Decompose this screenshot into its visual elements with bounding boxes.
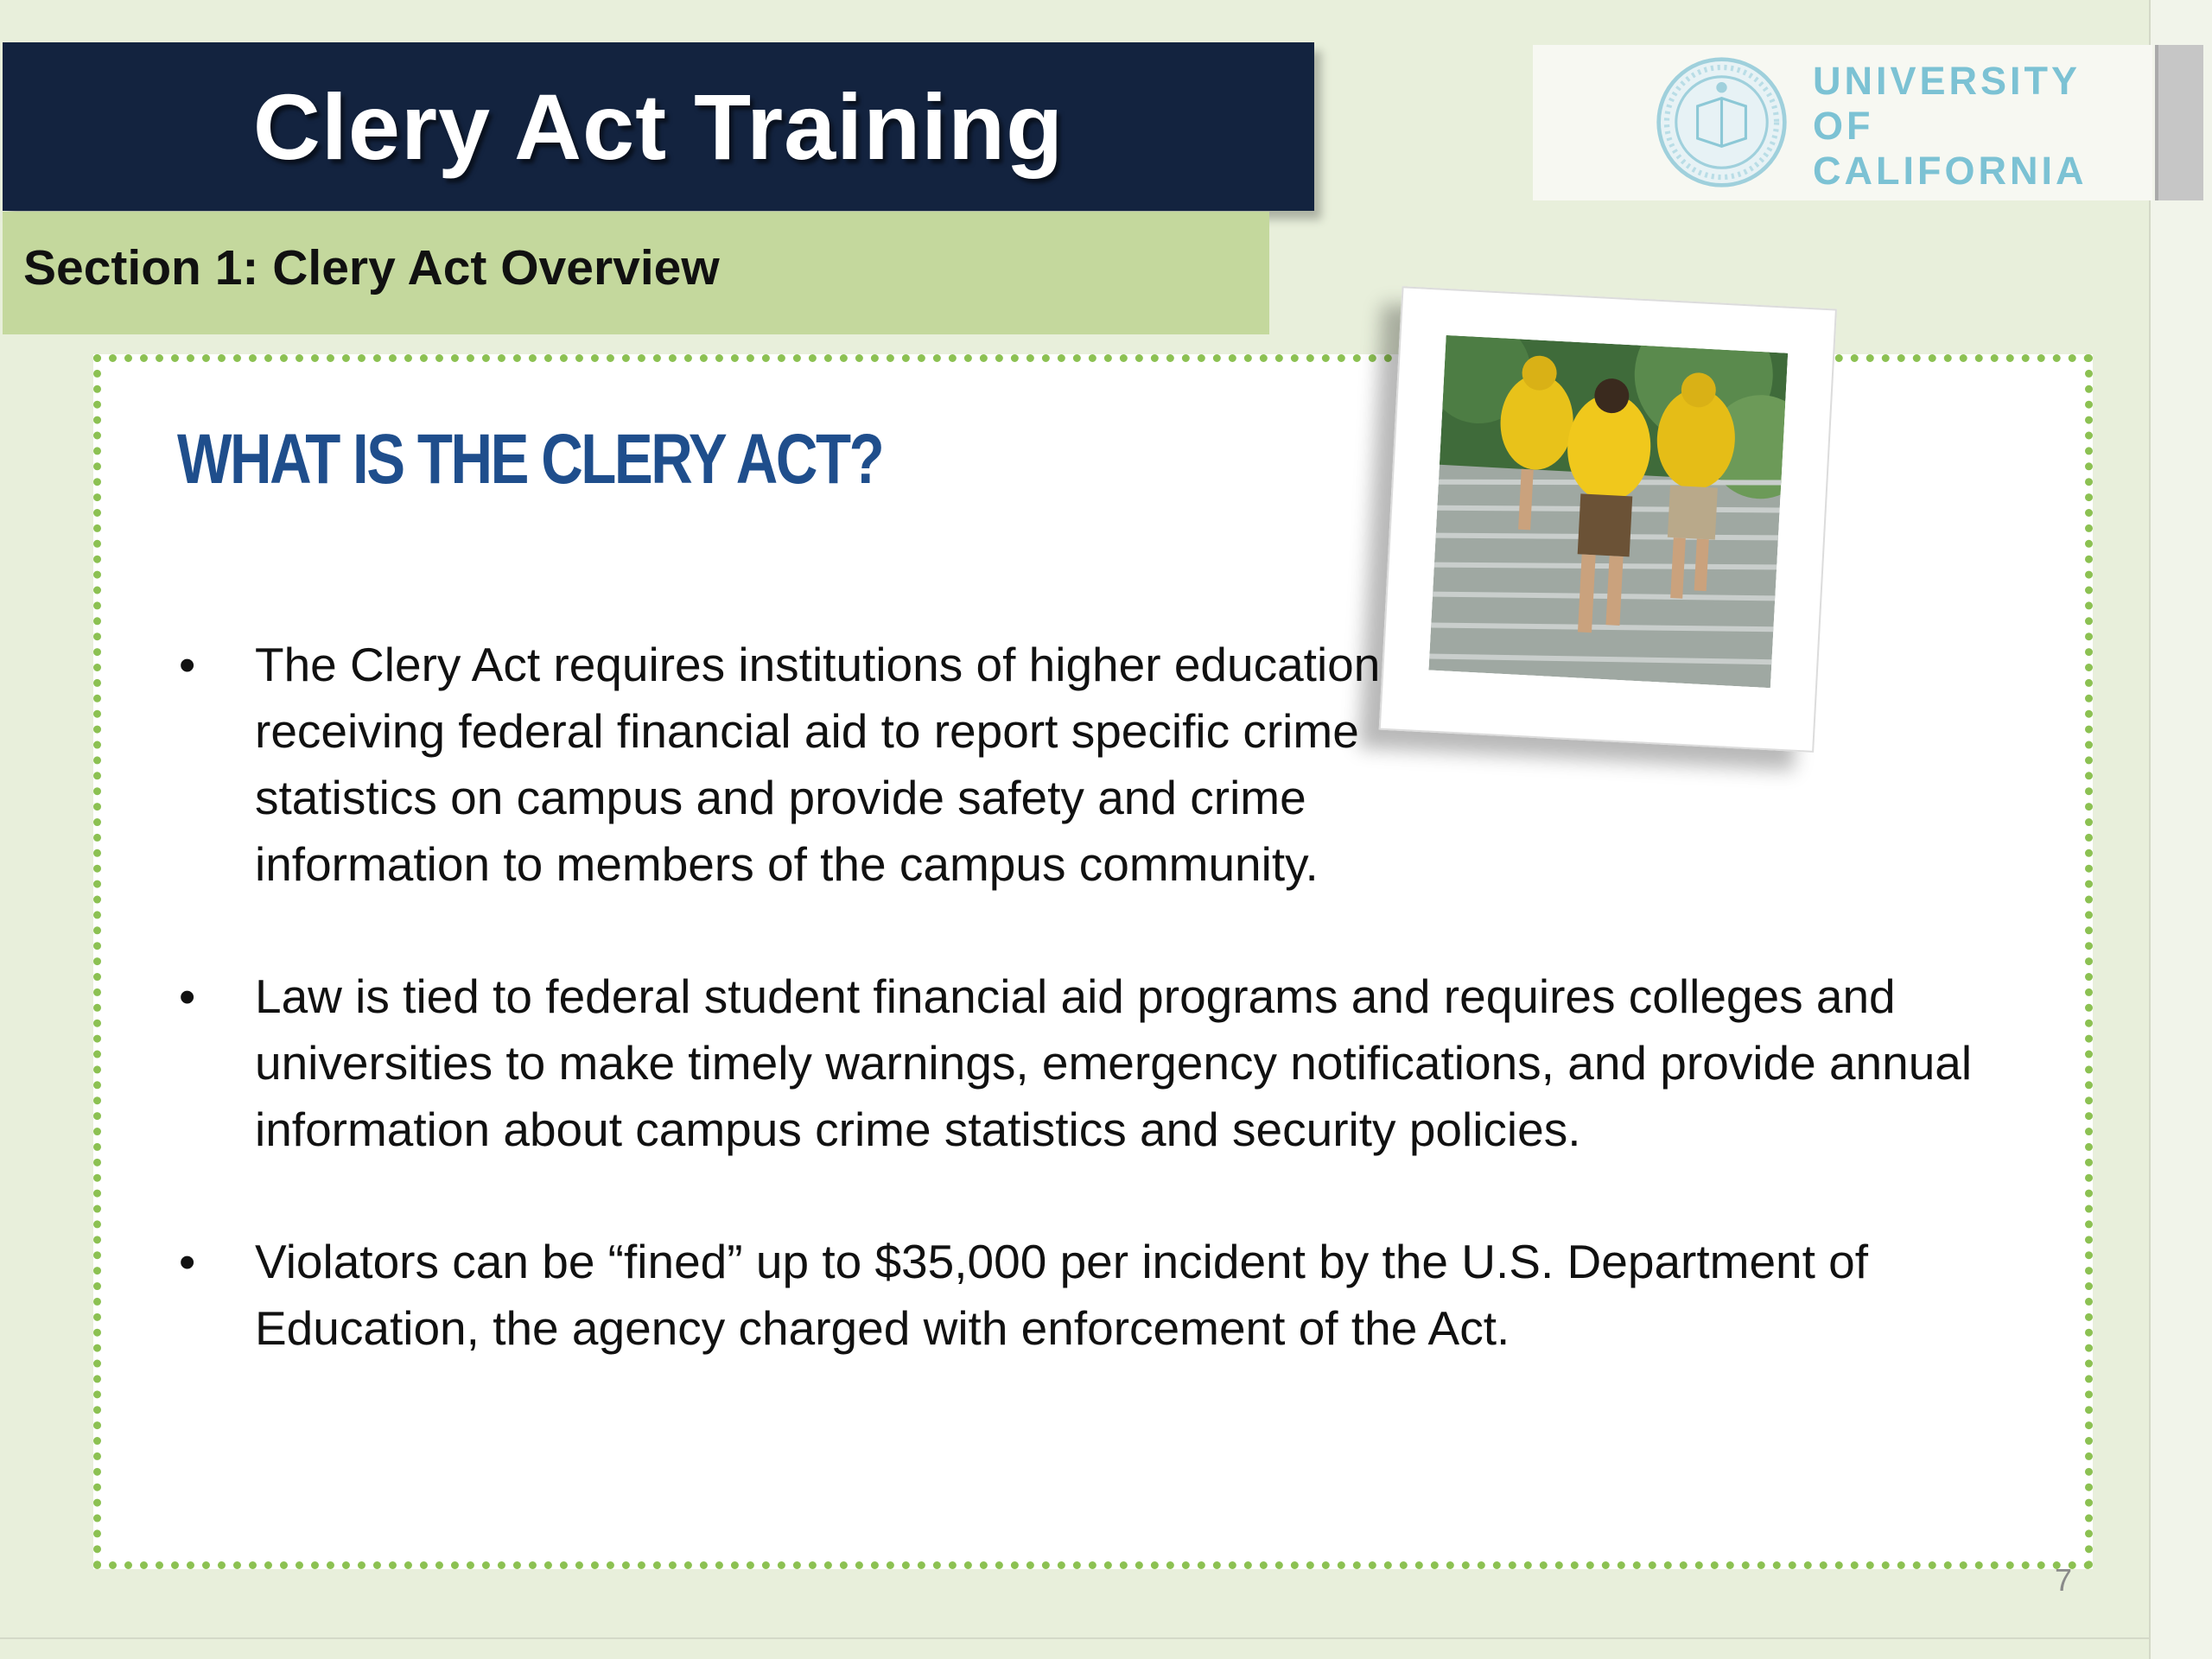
campus-photo [1428,335,1788,688]
right-panel-strip [2149,0,2212,1659]
photo-frame [1379,286,1837,753]
bullet-dot: • [179,1235,196,1288]
students-on-stairs-image [1428,335,1788,688]
section-banner [3,212,1269,334]
bullet-item [170,963,2002,1163]
logo-line-california: CALIFORNIA [1813,149,2088,193]
university-logo [1533,45,2152,200]
page-number: 7 [2055,1562,2073,1598]
bullet-text: Law is tied to federal student financial aid programs and requires colleges and universities to make timely warnings, emergency notifications, and provide annual information about campus crime statistics and security policies. [255,969,1973,1156]
bullet-text: Violators can be “fined” up to $35,000 per incident by the U.S. Department of Education, the agency charged with enforcement of the Act. [255,1235,1869,1355]
logo-wordmark [1813,59,2087,194]
logo-line-university: UNIVERSITY [1813,59,2082,103]
slide-title: Clery Act Training [252,74,1065,179]
bullet-item [170,1229,2002,1362]
university-seal-icon [1655,55,1789,189]
slide-bottom-edge [0,1637,2149,1639]
bullet-text: The Clery Act requires institutions of higher education receiving federal financial aid to report specific crime statistics on campus and provide safety and crime information to members of the campus community. [255,638,1381,891]
content-heading: WHAT IS THE CLERY ACT? [177,420,883,499]
logo-line-of: OF [1813,104,1874,148]
bullet-dot: • [179,969,196,1023]
title-banner [3,42,1314,211]
section-label: Section 1: Clery Act Overview [23,240,720,296]
bullet-dot: • [179,638,196,691]
scrollbar-thumb[interactable] [2155,45,2203,200]
photo-polaroid [1377,286,1868,781]
